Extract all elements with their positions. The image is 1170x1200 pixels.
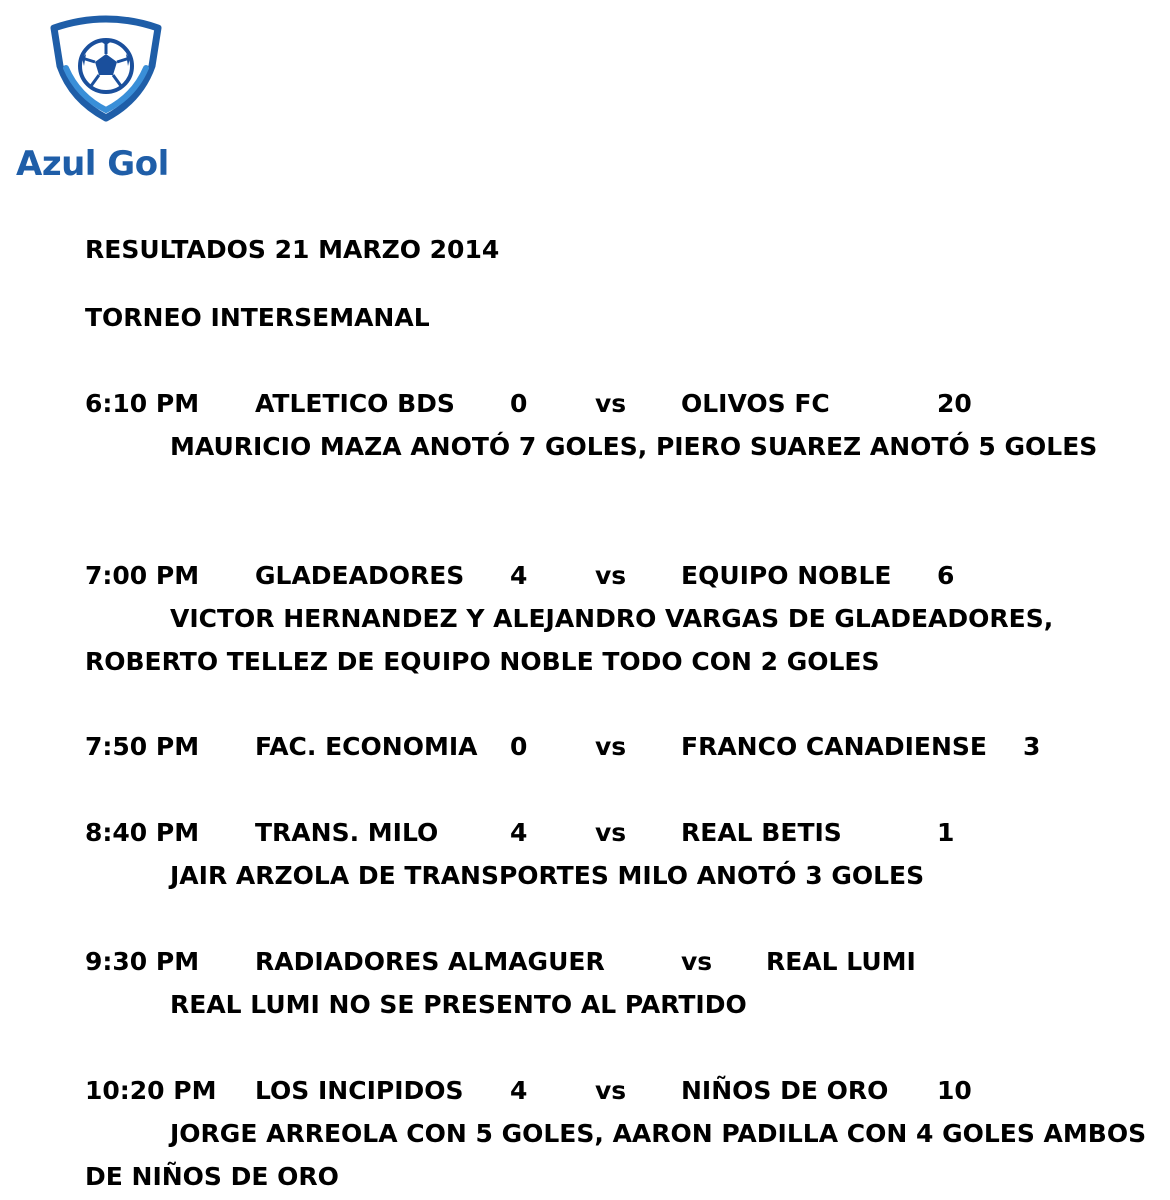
home-score: 0 bbox=[510, 732, 528, 761]
vs-label: vs bbox=[595, 1076, 627, 1105]
match-row bbox=[85, 940, 1155, 983]
match-note: REAL LUMI NO SE PRESENTO AL PARTIDO bbox=[170, 990, 747, 1019]
match-time: 9:30 PM bbox=[85, 947, 200, 976]
away-team: OLIVOS FC bbox=[681, 389, 830, 418]
away-team: REAL LUMI bbox=[766, 947, 916, 976]
match-time: 10:20 PM bbox=[85, 1076, 217, 1105]
away-team: EQUIPO NOBLE bbox=[681, 561, 892, 590]
home-score: 0 bbox=[510, 389, 528, 418]
logo-text: Azul Gol bbox=[16, 144, 169, 184]
vs-label: vs bbox=[595, 389, 627, 418]
away-score: 20 bbox=[937, 389, 972, 418]
away-score: 10 bbox=[937, 1076, 972, 1105]
vs-label: vs bbox=[595, 818, 627, 847]
home-team: ATLETICO BDS bbox=[255, 389, 455, 418]
home-team: GLADEADORES bbox=[255, 561, 465, 590]
away-score: 6 bbox=[937, 561, 955, 590]
home-team: FAC. ECONOMIA bbox=[255, 732, 478, 761]
vs-label: vs bbox=[595, 561, 627, 590]
match-time: 7:00 PM bbox=[85, 561, 200, 590]
match-row bbox=[85, 725, 1155, 768]
match-row bbox=[85, 382, 1155, 425]
page-title: RESULTADOS 21 MARZO 2014 bbox=[85, 235, 500, 264]
match-time: 6:10 PM bbox=[85, 389, 200, 418]
away-score: 1 bbox=[937, 818, 955, 847]
home-score: 4 bbox=[510, 1076, 528, 1105]
vs-label: vs bbox=[681, 947, 713, 976]
home-team: RADIADORES ALMAGUER bbox=[255, 947, 605, 976]
soccer-ball-shield-icon bbox=[48, 14, 164, 122]
match-note: JORGE ARREOLA CON 5 GOLES, AARON PADILLA CON 4 GOLES AMBOS DE NIÑOS DE ORO bbox=[85, 1119, 1147, 1191]
vs-label: vs bbox=[595, 732, 627, 761]
away-score: 3 bbox=[1023, 732, 1041, 761]
match-note: JAIR ARZOLA DE TRANSPORTES MILO ANOTÓ 3 GOLES bbox=[170, 861, 925, 890]
away-team: FRANCO CANADIENSE bbox=[681, 732, 988, 761]
match-row bbox=[85, 1069, 1155, 1112]
match-note: VICTOR HERNANDEZ Y ALEJANDRO VARGAS DE GLADEADORES, ROBERTO TELLEZ DE EQUIPO NOBLE TODO CON 2 GOLES bbox=[85, 604, 1054, 676]
home-team: TRANS. MILO bbox=[255, 818, 439, 847]
match-row bbox=[85, 811, 1155, 854]
away-team: REAL BETIS bbox=[681, 818, 842, 847]
match-row bbox=[85, 554, 1155, 597]
page-subtitle: TORNEO INTERSEMANAL bbox=[85, 303, 430, 332]
match-time: 7:50 PM bbox=[85, 732, 200, 761]
home-score: 4 bbox=[510, 561, 528, 590]
away-team: NIÑOS DE ORO bbox=[681, 1076, 889, 1105]
azul-gol-logo bbox=[14, 14, 184, 184]
home-score: 4 bbox=[510, 818, 528, 847]
home-team: LOS INCIPIDOS bbox=[255, 1076, 464, 1105]
match-time: 8:40 PM bbox=[85, 818, 200, 847]
match-note: MAURICIO MAZA ANOTÓ 7 GOLES, PIERO SUAREZ ANOTÓ 5 GOLES bbox=[170, 432, 1098, 461]
